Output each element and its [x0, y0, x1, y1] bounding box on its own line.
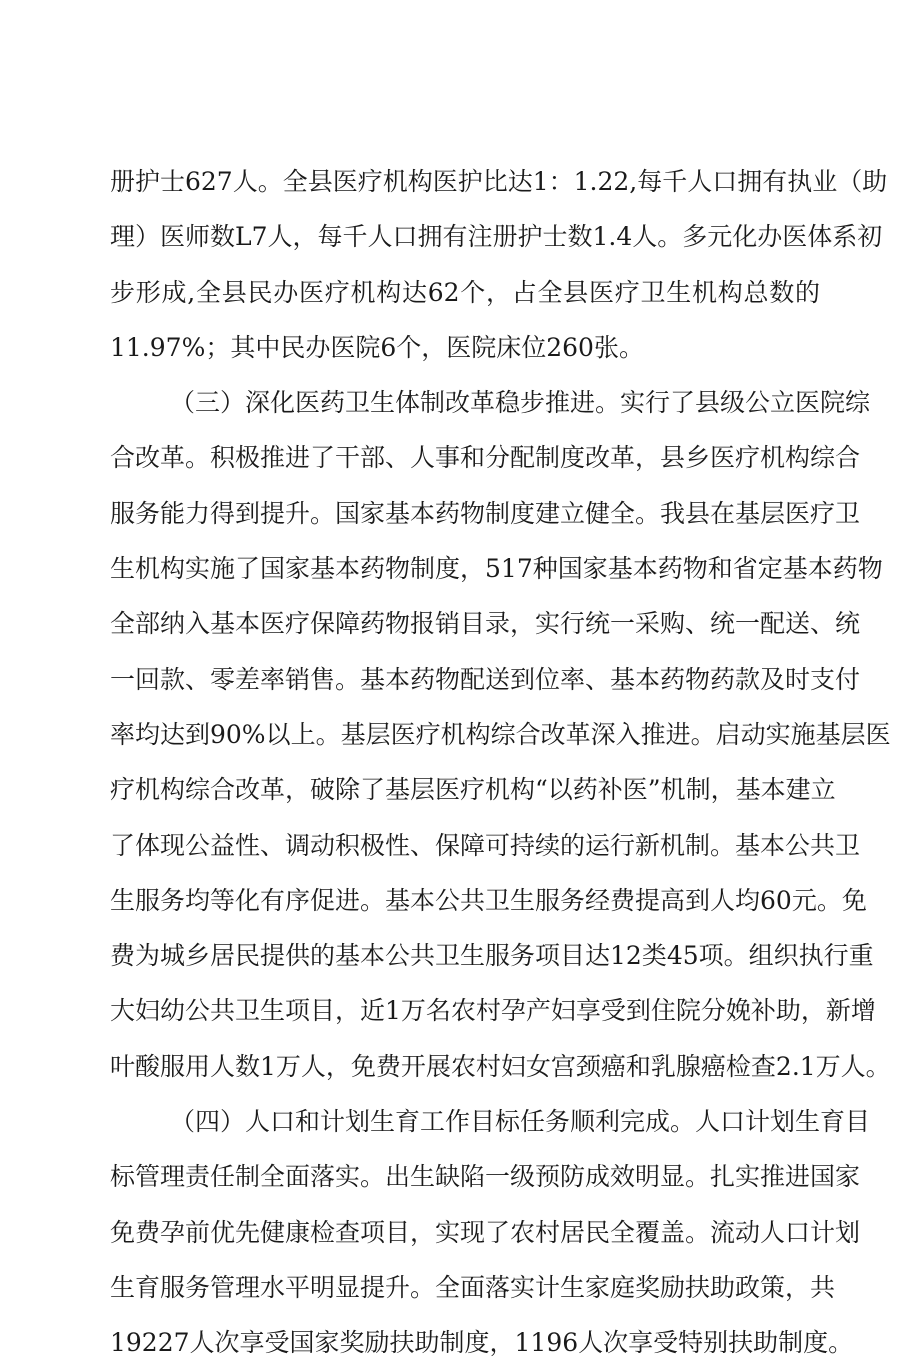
text-line: 叶酸服用人数1万人，免费开展农村妇女宫颈癌和乳腺癌检查2.1万人。 — [110, 1051, 891, 1081]
paragraph-3 — [110, 1094, 871, 1370]
text-line: 生服务均等化有序促进。基本公共卫生服务经费提高到人均60元。免 — [110, 885, 867, 915]
text-line: 19227人次享受国家奖励扶助制度，1196人次享受特别扶助制度。 — [110, 1328, 854, 1358]
text-line: 11.97%；其中民办医院6个，医院床位260张。 — [110, 332, 644, 362]
body-text — [110, 154, 891, 1371]
text-line: 一回款、零差率销售。基本药物配送到位率、基本药物药款及时支付 — [110, 664, 861, 694]
text-line: 疗机构综合改革，破除了基层医疗机构“以药补医”机制，基本建立 — [110, 775, 836, 805]
text-line: 了体现公益性、调动积极性、保障可持续的运行新机制。基本公共卫 — [110, 830, 861, 860]
text-line: （四）人口和计划生育工作目标任务顺利完成。人口计划生育目 — [170, 1107, 871, 1137]
text-line: 标管理责任制全面落实。出生缺陷一级预防成效明显。扎实推进国家 — [110, 1162, 861, 1192]
text-line: 大妇幼公共卫生项目，近1万名农村孕产妇享受到住院分娩补助，新增 — [110, 996, 876, 1026]
text-line: 率均达到90%以上。基层医疗机构综合改革深入推进。启动实施基层医 — [110, 719, 891, 749]
text-line: 生机构实施了国家基本药物制度，517种国家基本药物和省定基本药物 — [110, 554, 883, 584]
paragraph-1 — [110, 154, 888, 375]
paragraph-2 — [110, 375, 891, 1094]
text-line: 步形成,全县民办医疗机构达62个，占全县医疗卫生机构总数的 — [110, 277, 820, 307]
text-line: 费为城乡居民提供的基本公共卫生服务项目达12类45项。组织执行重 — [110, 941, 874, 971]
text-line: 册护士627人。全县医疗机构医护比达1：1.22,每千人口拥有执业（助 — [110, 167, 888, 196]
text-line: 合改革。积极推进了干部、人事和分配制度改革，县乡医疗机构综合 — [110, 443, 861, 473]
text-line: 理）医师数L7人，每千人口拥有注册护士数1.4人。多元化办医体系初 — [110, 222, 883, 252]
text-line: 服务能力得到提升。国家基本药物制度建立健全。我县在基层医疗卫 — [110, 498, 861, 528]
text-line: 全部纳入基本医疗保障药物报销目录，实行统一采购、统一配送、统 — [110, 609, 861, 639]
text-line: 免费孕前优先健康检查项目，实现了农村居民全覆盖。流动人口计划 — [110, 1217, 861, 1247]
text-line: 生育服务管理水平明显提升。全面落实计生家庭奖励扶助政策，共 — [110, 1272, 836, 1302]
text-line: （三）深化医药卫生体制改革稳步推进。实行了县级公立医院综 — [170, 388, 871, 418]
